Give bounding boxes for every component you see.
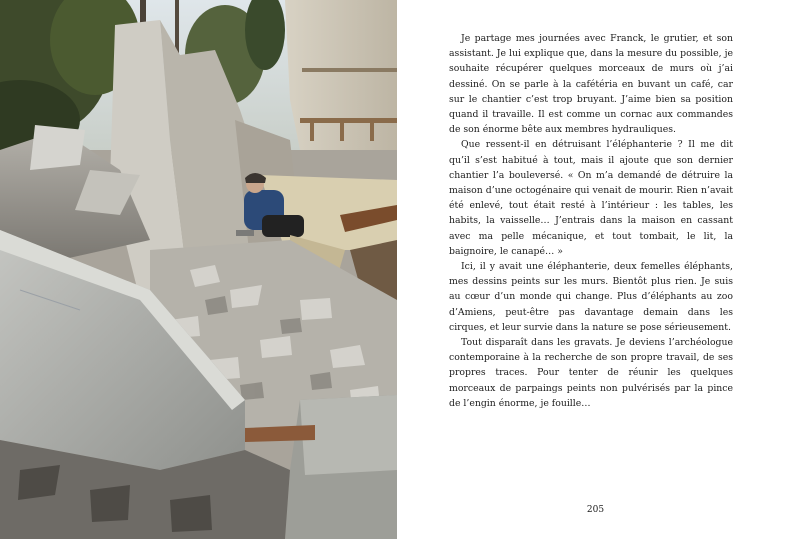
paragraph: Tout disparaît dans les gravats. Je deviens l’archéologue contemporaine à la recherche de son propre travail, de ses propres traces. Pour tenter de réunir les quelques morceaux de parpaings peints non pulvérisés par la pince de l’engin énorme, je fouille…: [449, 337, 733, 409]
paragraph: Que ressent-il en détruisant l’éléphanterie ? Il me dit qu’il s’est habitué à tout, mais il ajoute que son dernier chantier l’a bouleversé. « On m’a demandé de détruire la maison d’une octogénaire qui venait de mourir. Rien n’avait été enlevé, tout était resté à l’intérieur : les tables, les habits, la vaisselle… J’entrais dans la maison en cassant avec ma pelle mécanique, et tout tombait, le lit, la baignoire, le canapé… »: [449, 139, 733, 257]
body-text: [449, 31, 733, 411]
text-page: [397, 0, 794, 539]
paragraph: Je partage mes journées avec Franck, le grutier, et son assistant. Je lui explique que, dans la mesure du possible, je souhaite récupérer quelques morceaux de murs où j’ai dessiné. On se parle à la cafétéria en buvant un café, car sur le chantier c’est trop bruyant. J’aime bien sa position quand il travaille. Il est comme un cornac aux commandes de son énorme bête aux membres hydrauliques.: [449, 33, 733, 136]
paragraph: Ici, il y avait une éléphanterie, deux femelles éléphants, mes dessins peints sur les murs. Bientôt plus rien. Je suis au cœur d’un monde qui change. Plus d’éléphants au zoo d’Amiens, peut-être pas davantage demain dans les cirques, et leur survie dans la nature se pose sérieusement.: [449, 261, 733, 333]
page-number: 205: [586, 505, 605, 515]
